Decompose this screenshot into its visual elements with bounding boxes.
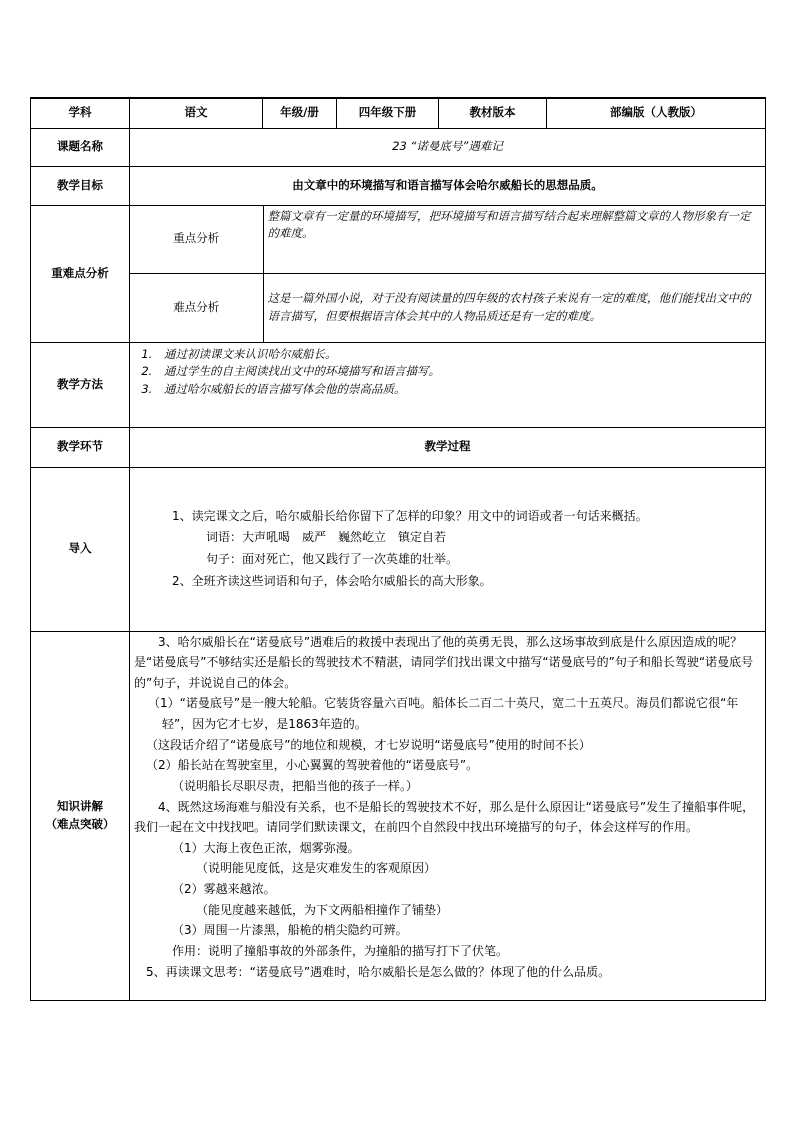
edition-label: 教材版本 [439, 98, 547, 128]
lesson-title-value: 23 “诺曼底号”遇难记 [130, 128, 766, 166]
goal-row [31, 166, 766, 205]
intro-row [31, 467, 766, 631]
goal-label: 教学目标 [31, 166, 130, 205]
key-point-row [130, 206, 765, 274]
knowledge-label-line1: 知识讲解 [57, 798, 103, 813]
knowledge-para: （3）周围一片漆黑，船桅的梢尖隐约可辨。 [172, 923, 408, 938]
knowledge-label [31, 631, 130, 1000]
intro-sentence: 句子：面对死亡，他又践行了一次英雄的壮举。 [206, 552, 459, 566]
knowledge-para: 3、哈尔威船长在“诺曼底号”遇难后的救援中表现出了他的英勇无畏，那么这场事故到底是什么原因造成的呢？是“诺曼底号”不够结实还是船长的驾驶技术不精湛，请同学们找出课文中描写“诺曼底号的”句子和船长驾驶“诺曼底号的”句子，并说说自己的体会。 [134, 634, 754, 690]
knowledge-para: （能见度越来越低，为下文两船相撞作了铺垫） [196, 902, 449, 917]
knowledge-para: 作用：说明了撞船事故的外部条件，为撞船的描写打下了伏笔。 [172, 943, 509, 958]
analysis-label: 重难点分析 [31, 205, 130, 342]
lesson-plan-table [30, 97, 766, 1001]
intro-question: 1、读完课文之后，哈尔威船长给你留下了怎样的印象？用文中的词语或者一句话来概括。 [172, 508, 648, 523]
intro-words: 词语：大声吼喝 威严 巍然屹立 镇定自若 [206, 530, 447, 545]
process-step-label: 教学环节 [31, 427, 130, 467]
key-point-label: 重点分析 [130, 206, 263, 274]
method-item: 3. 通过哈尔威船长的语言描写体会他的崇高品质。 [156, 381, 761, 399]
intro-label: 导入 [31, 467, 130, 631]
process-header-value: 教学过程 [130, 427, 766, 467]
difficult-point-row [130, 274, 765, 342]
knowledge-para: （2）船长站在驾驶室里，小心翼翼的驾驶着他的“诺曼底号”。 [146, 758, 479, 773]
header-row [31, 98, 766, 128]
knowledge-para: （说明船长尽职尽责，把船当他的孩子一样。） [172, 778, 419, 793]
key-point-text: 整篇文章有一定量的环境描写，把环境描写和语言描写结合起来理解整篇文章的人物形象有一定的难度。 [263, 206, 765, 274]
knowledge-row [31, 631, 766, 1000]
grade-value: 四年级下册 [337, 98, 439, 128]
lesson-title-label: 课题名称 [31, 128, 130, 166]
grade-label: 年级/册 [263, 98, 337, 128]
knowledge-para: （这段话介绍了“诺曼底号”的地位和规模，才七岁说明“诺曼底号”使用的时间不长） [146, 737, 591, 752]
knowledge-para: 5、再读课文思考：“诺曼底号”遇难时，哈尔威船长是怎么做的？体现了他的什么品质。 [146, 964, 611, 979]
knowledge-para: （1）“诺曼底号”是一艘大轮船。它装货容量六百吨。船体长二百二十英尺，宽二十五英尺。海员们都说它很“年轻”，因为它才七岁，是1863年造的。 [148, 696, 739, 731]
intro-cell [130, 467, 766, 631]
edition-value: 部编版（人教版） [547, 98, 766, 128]
process-header-row [31, 427, 766, 467]
subject-value: 语文 [130, 98, 263, 128]
method-label: 教学方法 [31, 342, 130, 427]
goal-text: 由文章中的环境描写和语言描写体会哈尔威船长的思想品质。 [130, 166, 766, 205]
method-list [134, 346, 761, 399]
analysis-inner-table [130, 206, 765, 342]
knowledge-cell [130, 631, 766, 1000]
difficult-point-text: 这是一篇外国小说，对于没有阅读量的四年级的农村孩子来说有一定的难度，他们能找出文中的语言描写，但要根据语言体会其中的人物品质还是有一定的难度。 [263, 274, 765, 342]
subject-label: 学科 [31, 98, 130, 128]
knowledge-label-line2: （难点突破） [45, 816, 115, 831]
knowledge-para: （2）雾越来越浓。 [172, 882, 276, 896]
analysis-row [31, 205, 766, 342]
intro-activity: 2、全班齐读这些词语和句子，体会哈尔威船长的高大形象。 [172, 573, 492, 588]
method-row [31, 342, 766, 427]
knowledge-para: （1）大海上夜色正浓，烟雾弥漫。 [172, 840, 360, 855]
method-item: 2. 通过学生的自主阅读找出文中的环境描写和语言描写。 [156, 363, 761, 381]
knowledge-para: 4、既然这场海难与船没有关系，也不是船长的驾驶技术不好，那么是什么原因让“诺曼底号”发生了撞船事件呢，我们一起在文中找找吧。请同学们默读课文，在前四个自然段中找出环境描写的句子，体会这样写的作用。 [134, 799, 755, 835]
method-cell [130, 342, 766, 427]
analysis-cell [130, 205, 766, 342]
knowledge-para: （说明能见度低，这是灾难发生的客观原因） [196, 861, 437, 876]
difficult-point-label: 难点分析 [130, 274, 263, 342]
lesson-title-row [31, 128, 766, 166]
method-item: 1. 通过初读课文来认识哈尔威船长。 [156, 346, 761, 364]
